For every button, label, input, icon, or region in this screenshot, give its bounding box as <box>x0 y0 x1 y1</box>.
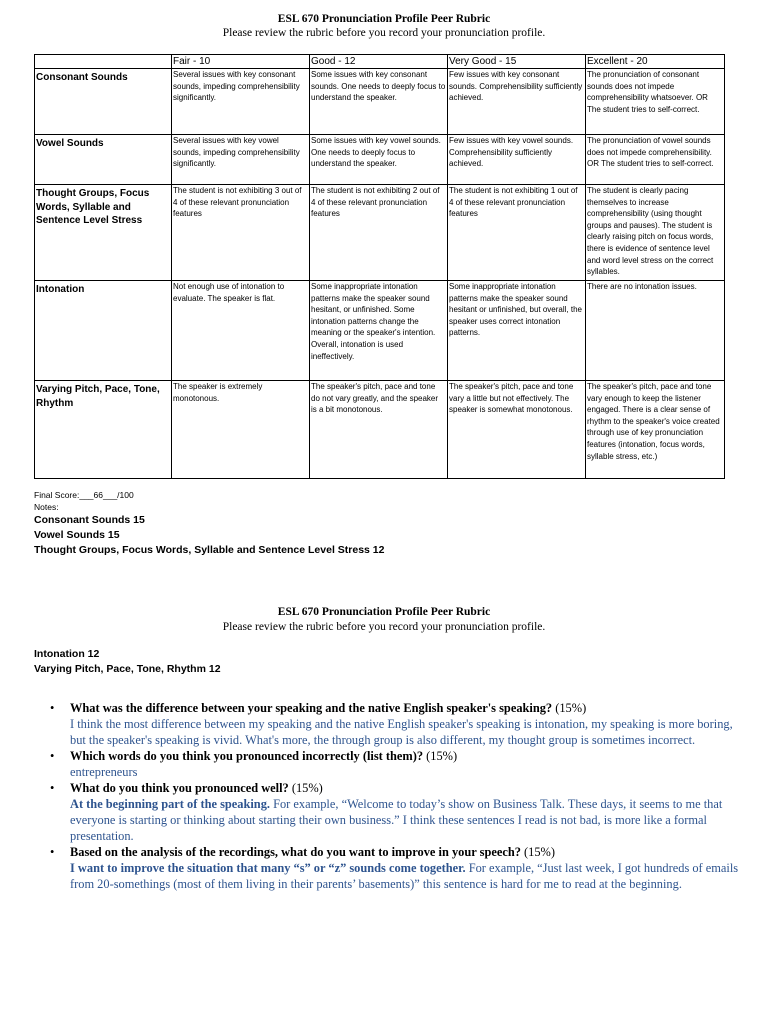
rubric-cell: Several issues with key vowel sounds, impeding comprehensibility significantly. <box>172 135 310 185</box>
note-thought-groups: Thought Groups, Focus Words, Syllable and Sentence Level Stress 12 <box>34 544 385 556</box>
rubric-cell: Few issues with key vowel sounds. Comprehensibility sufficiently achieved. <box>448 135 586 185</box>
rubric-cell: Some inappropriate intonation patterns make the speaker sound hesitant, or unfinished. Some intonation patterns change the meaning or the speaker's intention. Overall, intonation is used ineffectively. <box>310 281 448 381</box>
rubric-cell: Some inappropriate intonation patterns make the speaker sound hesitant or unfinished, but overall, the speaker uses correct intonation patterns. <box>448 281 586 381</box>
criterion-label: Vowel Sounds <box>35 135 172 185</box>
question-weight: (15%) <box>520 845 555 859</box>
rubric-row-thought-groups <box>35 185 725 281</box>
answer-body: entrepreneurs <box>70 765 138 779</box>
rubric-cell: The student is not exhibiting 2 out of 4 of these relevant pronunciation features <box>310 185 448 281</box>
rubric-cell: The speaker is extremely monotonous. <box>172 381 310 479</box>
answer-highlight: At the beginning part of the speaking. <box>70 797 270 811</box>
question-item <box>50 748 740 780</box>
criterion-label: Varying Pitch, Pace, Tone, Rhythm <box>35 381 172 479</box>
question-text: What was the difference between your speaking and the native English speaker's speaking? <box>70 701 553 715</box>
question-item <box>50 844 740 892</box>
question-item <box>50 700 740 748</box>
answer-text <box>70 796 740 844</box>
criterion-label: Intonation <box>35 281 172 381</box>
page-subtitle: Please review the rubric before you record your pronunciation profile. <box>222 27 546 39</box>
rubric-cell: The pronunciation of vowel sounds does not impede comprehensibility. OR The student tries to self-correct. <box>586 135 725 185</box>
answer-body: I think the most difference between my speaking and the native English speaker's speaking is intonation, my speaking is more boring, but the speaker's speaking is vivid. What's more, the through group is also different, my thought group is sometimes incorrect. <box>70 717 733 747</box>
page-title-repeat: ESL 670 Pronunciation Profile Peer Rubric <box>277 606 491 618</box>
question-list <box>50 700 740 892</box>
rubric-row-vowel-sounds <box>35 135 725 185</box>
answer-text <box>70 764 740 780</box>
page-subtitle-repeat: Please review the rubric before you record your pronunciation profile. <box>222 621 546 633</box>
question-text: What do you think you pronounced well? <box>70 781 289 795</box>
notes-label: Notes: <box>34 502 59 512</box>
question-weight: (15%) <box>423 749 458 763</box>
rubric-row-consonant-sounds <box>35 69 725 135</box>
bullet-icon: • <box>50 749 55 763</box>
page-title: ESL 670 Pronunciation Profile Peer Rubric <box>277 13 491 25</box>
question-text: Which words do you think you pronounced incorrectly (list them)? <box>70 749 424 763</box>
rubric-header-excellent: Excellent - 20 <box>586 55 725 69</box>
bullet-icon: • <box>50 701 55 715</box>
question-item <box>50 780 740 844</box>
note-consonant-sounds: Consonant Sounds 15 <box>34 514 145 526</box>
rubric-cell: Several issues with key consonant sounds, impeding comprehensibility significantly. <box>172 69 310 135</box>
rubric-cell: The speaker's pitch, pace and tone do not vary greatly, and the speaker is a bit monotonous. <box>310 381 448 479</box>
rubric-cell: Some issues with key vowel sounds. One needs to deeply focus to understand the speaker. <box>310 135 448 185</box>
question-weight: (15%) <box>552 701 587 715</box>
note-varying-pitch: Varying Pitch, Pace, Tone, Rhythm 12 <box>34 663 221 675</box>
rubric-header-good: Good - 12 <box>310 55 448 69</box>
rubric-cell: The student is not exhibiting 3 out of 4 of these relevant pronunciation features <box>172 185 310 281</box>
rubric-header-cell <box>35 55 172 69</box>
question-weight: (15%) <box>288 781 323 795</box>
answer-text <box>70 860 740 892</box>
rubric-cell: Few issues with key consonant sounds. Comprehensibility sufficiently achieved. <box>448 69 586 135</box>
criterion-label: Consonant Sounds <box>35 69 172 135</box>
answer-highlight: I want to improve the situation that many “s” or “z” sounds come together. <box>70 861 466 875</box>
rubric-cell: The pronunciation of consonant sounds does not impede comprehensibility whatsoever. OR The student tries to self-correct. <box>586 69 725 135</box>
rubric-cell: Not enough use of intonation to evaluate. The speaker is flat. <box>172 281 310 381</box>
rubric-row-intonation <box>35 281 725 381</box>
rubric-cell: The speaker's pitch, pace and tone vary a little but not effectively. The speaker is somewhat monotonous. <box>448 381 586 479</box>
question-text: Based on the analysis of the recordings, what do you want to improve in your speech? <box>70 845 521 859</box>
bullet-icon: • <box>50 781 55 795</box>
answer-text <box>70 716 740 748</box>
final-score: Final Score:___66___/100 <box>34 490 134 500</box>
rubric-cell: The speaker's pitch, pace and tone vary enough to keep the listener engaged. There is a clear sense of rhythm to the speaker's voice created through use of key pronunciation features (intonation, focus words, syllable stress, etc.) <box>586 381 725 479</box>
criterion-label: Thought Groups, Focus Words, Syllable and Sentence Level Stress <box>35 185 172 281</box>
answer-body: For example, “Welcome to today’s show on Business Talk. These days, it seems to me that everyone is starting or thinking about starting their own business.” I think these sentences I read is not bad, is more like a formal presentation. <box>70 797 723 843</box>
rubric-cell: There are no intonation issues. <box>586 281 725 381</box>
bullet-icon: • <box>50 845 55 859</box>
rubric-header-fair: Fair - 10 <box>172 55 310 69</box>
rubric-table <box>34 54 725 479</box>
rubric-row-varying-pitch <box>35 381 725 479</box>
rubric-header-row <box>35 55 725 69</box>
rubric-cell: The student is clearly pacing themselves to increase comprehensibility (using thought groups and pauses). The student is clearly raising pitch on focus words, there is evidence of sentence level and word level stress on the correct syllables. <box>586 185 725 281</box>
note-intonation: Intonation 12 <box>34 648 100 660</box>
rubric-cell: Some issues with key consonant sounds. One needs to deeply focus to understand the speaker. <box>310 69 448 135</box>
rubric-header-very-good: Very Good - 15 <box>448 55 586 69</box>
rubric-cell: The student is not exhibiting 1 out of 4 of these relevant pronunciation features <box>448 185 586 281</box>
note-vowel-sounds: Vowel Sounds 15 <box>34 529 120 541</box>
answer-body: For example, “Just last week, I got hundreds of emails from 20-somethings (most of them living in their parents’ basements)” this sentence is hard for me to read at the beginning. <box>70 861 739 891</box>
